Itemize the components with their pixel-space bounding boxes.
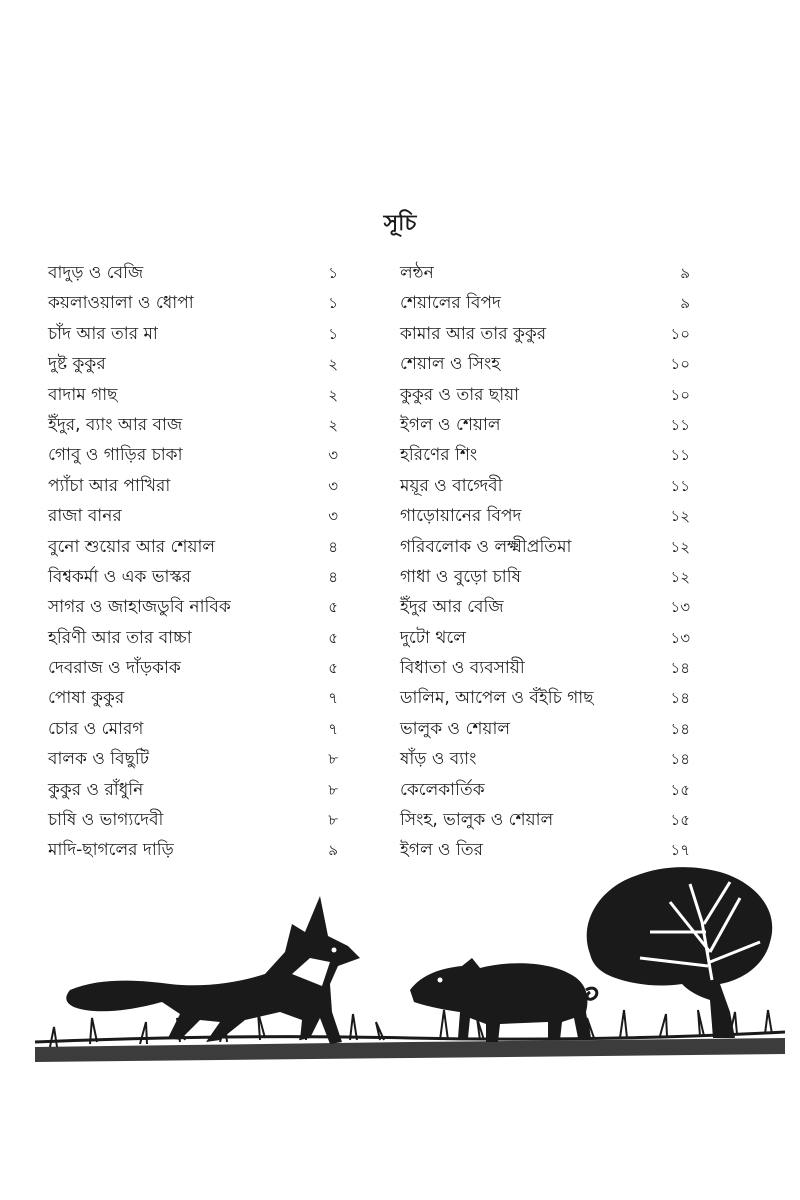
- contents-entry: [48, 623, 338, 653]
- entry-title: শেয়াল ও সিংহ: [400, 354, 501, 375]
- contents-entry: [400, 258, 690, 288]
- entry-page: ৯: [680, 264, 690, 282]
- entry-title: হরিণী আর তার বাচ্চা: [48, 627, 192, 648]
- contents-entry: [400, 562, 690, 592]
- contents-entry: [48, 562, 338, 592]
- entry-title: গরিবলোক ও লক্ষ্মীপ্রতিমা: [400, 536, 572, 557]
- entry-title: ইঁদুর আর বেজি: [400, 597, 504, 618]
- entry-page: ৩: [328, 507, 338, 526]
- entry-page: ৪: [328, 567, 338, 586]
- entry-title: রাজা বানর: [48, 506, 122, 527]
- entry-title: শেয়ালের বিপদ: [400, 293, 501, 314]
- entry-page: ৭: [328, 719, 338, 738]
- entry-page: ৫: [328, 628, 338, 647]
- entry-title: সিংহ, ভালুক ও শেয়াল: [400, 810, 554, 831]
- entry-title: কামার আর তার কুকুর: [400, 323, 547, 344]
- woodcut-illustration: [30, 862, 790, 1077]
- entry-page: ১২: [670, 567, 690, 586]
- entry-title: চাঁদ আর তার মা: [48, 323, 158, 344]
- contents-entry: [48, 805, 338, 835]
- entry-page: ১১: [670, 415, 690, 434]
- entry-title: ডালিম, আপেল ও বঁইচি গাছ: [400, 688, 594, 709]
- entry-title: মাদি-ছাগলের দাড়ি: [48, 840, 174, 861]
- contents-entry: [400, 532, 690, 562]
- contents-entry: [48, 653, 338, 683]
- entry-page: ১: [328, 294, 338, 313]
- entry-page: ১০: [670, 324, 690, 343]
- contents-entry: [400, 501, 690, 531]
- tree-icon: [587, 867, 773, 1038]
- entry-page: ১: [328, 264, 338, 282]
- entry-page: ১: [328, 324, 338, 343]
- contents-entry: [400, 319, 690, 349]
- contents-entry: [400, 683, 690, 713]
- boar-icon: [410, 958, 597, 1042]
- entry-page: ৭: [328, 689, 338, 708]
- entry-page: ৩: [328, 476, 338, 495]
- entry-title: প্যাঁচা আর পাখিরা: [48, 475, 171, 496]
- entry-page: ৯: [680, 294, 690, 313]
- entry-title: সাগর ও জাহাজডুবি নাবিক: [48, 597, 231, 618]
- entry-page: ১০: [670, 355, 690, 374]
- entry-title: দেবরাজ ও দাঁড়কাক: [48, 658, 181, 679]
- contents-column-left: [48, 258, 338, 866]
- contents-entry: [400, 349, 690, 379]
- entry-page: ১০: [670, 385, 690, 404]
- entry-title: বিশ্বকর্মা ও এক ভাস্কর: [48, 566, 192, 587]
- entry-page: ১১: [670, 476, 690, 495]
- entry-title: বুনো শুয়োর আর শেয়াল: [48, 536, 216, 557]
- entry-title: গোবু ও গাড়ির চাকা: [48, 445, 183, 466]
- entry-title: কেলেকার্তিক: [400, 779, 485, 800]
- contents-entry: [48, 471, 338, 501]
- entry-title: পোষা কুকুর: [48, 688, 125, 709]
- entry-page: ১৫: [670, 780, 690, 799]
- contents-entry: [48, 319, 338, 349]
- entry-page: ১৫: [670, 811, 690, 830]
- contents-entry: [48, 775, 338, 805]
- entry-page: ৫: [328, 598, 338, 617]
- entry-title: দুটো থলে: [400, 627, 466, 648]
- contents-entry: [400, 744, 690, 774]
- entry-page: ২: [328, 355, 338, 374]
- contents-entry: [400, 775, 690, 805]
- entry-page: ৮: [328, 750, 338, 769]
- contents-entry: [400, 653, 690, 683]
- contents-entry: [400, 805, 690, 835]
- contents-entry: [48, 410, 338, 440]
- entry-page: ২: [328, 385, 338, 404]
- contents-entry: [48, 532, 338, 562]
- entry-page: ৮: [328, 811, 338, 830]
- fox-icon: [66, 896, 360, 1044]
- contents-entry: [48, 714, 338, 744]
- entry-page: ১৪: [670, 659, 690, 678]
- entry-title: কয়লাওয়ালা ও ধোপা: [48, 293, 194, 314]
- entry-title: ইগল ও তির: [400, 840, 483, 861]
- entry-title: কুকুর ও তার ছায়া: [400, 384, 520, 405]
- entry-page: ১৪: [670, 689, 690, 708]
- entry-page: ১৭: [670, 841, 690, 860]
- contents-entry: [48, 683, 338, 713]
- entry-page: ১৩: [670, 628, 690, 647]
- entry-title: ইঁদুর, ব্যাং আর বাজ: [48, 414, 183, 435]
- entry-title: কুকুর ও রাঁধুনি: [48, 779, 144, 800]
- entry-title: ষাঁড় ও ব্যাং: [400, 749, 477, 770]
- entry-title: চাষি ও ভাগ্যদেবী: [48, 810, 164, 831]
- contents-entry: [400, 714, 690, 744]
- contents-entry: [48, 440, 338, 470]
- entry-title: ময়ূর ও বাগ্দেবী: [400, 475, 503, 496]
- contents-column-right: [400, 258, 690, 866]
- entry-page: ৯: [328, 841, 338, 860]
- entry-page: ১৪: [670, 719, 690, 738]
- entry-title: লন্ঠন: [400, 263, 434, 283]
- entry-title: ভালুক ও শেয়াল: [400, 718, 511, 739]
- contents-entry: [48, 380, 338, 410]
- contents-entry: [48, 592, 338, 622]
- entry-title: বালক ও বিছুটি: [48, 749, 150, 770]
- entry-page: ১৩: [670, 598, 690, 617]
- contents-entry: [400, 471, 690, 501]
- contents-entry: [400, 592, 690, 622]
- entry-page: ৩: [328, 446, 338, 465]
- contents-entry: [48, 349, 338, 379]
- contents-entry: [400, 380, 690, 410]
- entry-page: ৮: [328, 780, 338, 799]
- entry-title: চোর ও মোরগ: [48, 718, 144, 739]
- entry-page: ১৪: [670, 750, 690, 769]
- entry-title: বিধাতা ও ব্যবসায়ী: [400, 658, 525, 679]
- entry-title: বাদাম গাছ: [48, 384, 118, 405]
- entry-page: ১২: [670, 537, 690, 556]
- entry-title: গাধা ও বুড়ো চাষি: [400, 566, 521, 587]
- entry-page: ৪: [328, 537, 338, 556]
- entry-page: ১২: [670, 507, 690, 526]
- contents-entry: [400, 440, 690, 470]
- contents-entry: [48, 501, 338, 531]
- entry-page: ৫: [328, 659, 338, 678]
- entry-page: ১১: [670, 446, 690, 465]
- entry-title: দুষ্ট কুকুর: [48, 354, 106, 375]
- contents-entry: [48, 258, 338, 288]
- contents-entry: [48, 744, 338, 774]
- contents-entry: [400, 410, 690, 440]
- entry-title: গাড়োয়ানের বিপদ: [400, 506, 522, 527]
- contents-entry: [400, 288, 690, 318]
- contents-entry: [48, 288, 338, 318]
- entry-page: ২: [328, 415, 338, 434]
- entry-title: হরিণের শিং: [400, 445, 478, 466]
- entry-title: ইগল ও শেয়াল: [400, 414, 501, 435]
- page-title: সূচি: [383, 211, 417, 236]
- contents-entry: [400, 623, 690, 653]
- entry-title: বাদুড় ও বেজি: [48, 263, 144, 283]
